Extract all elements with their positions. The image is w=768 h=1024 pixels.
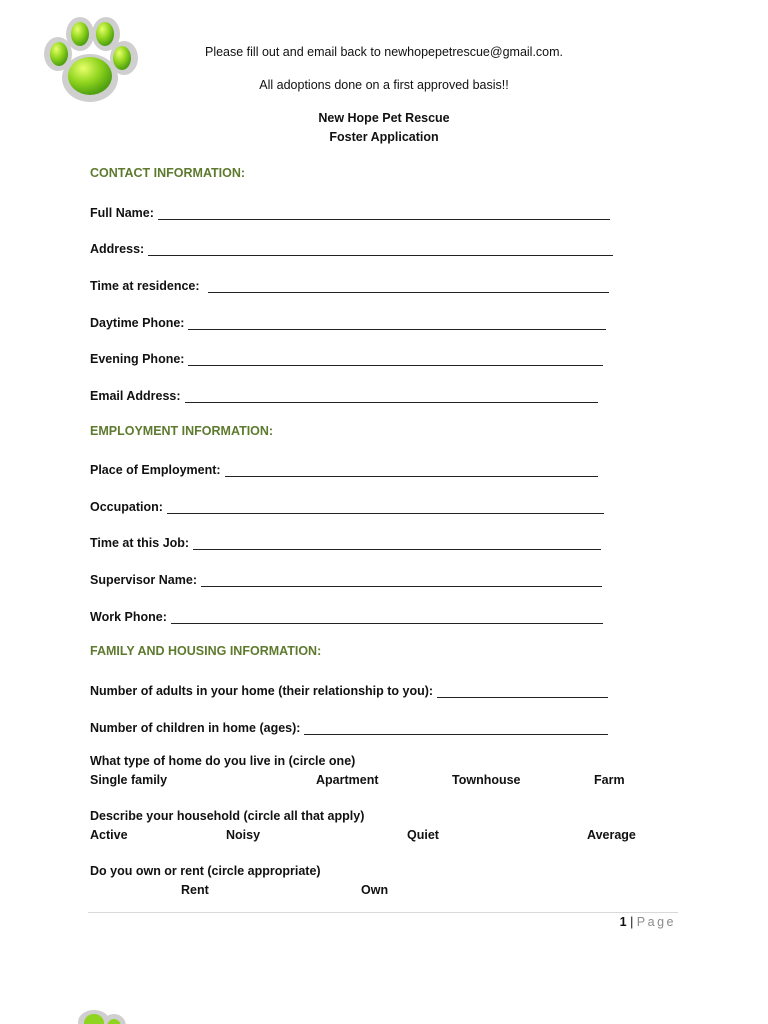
footer-divider bbox=[88, 912, 678, 913]
time-at-job-label: Time at this Job: bbox=[90, 536, 190, 550]
household-option-quiet[interactable]: Quiet bbox=[407, 828, 439, 842]
evening-phone-label: Evening Phone: bbox=[90, 352, 185, 366]
place-of-employment-line[interactable] bbox=[225, 462, 598, 477]
time-at-residence-line[interactable] bbox=[208, 278, 609, 293]
ownership-option-rent[interactable]: Rent bbox=[181, 883, 209, 897]
home-type-option-townhouse[interactable]: Townhouse bbox=[452, 773, 521, 787]
home-type-question: What type of home do you live in (circle one) bbox=[90, 754, 356, 768]
address-line[interactable] bbox=[148, 241, 613, 256]
supervisor-name-field[interactable] bbox=[90, 569, 602, 587]
household-option-noisy[interactable]: Noisy bbox=[226, 828, 261, 842]
work-phone-line[interactable] bbox=[171, 609, 603, 624]
notice-text: All adoptions done on a first approved basis!! bbox=[259, 78, 509, 92]
daytime-phone-line[interactable] bbox=[188, 315, 606, 330]
occupation-label: Occupation: bbox=[90, 500, 163, 514]
page-label: Page bbox=[636, 915, 676, 929]
daytime-phone-label: Daytime Phone: bbox=[90, 316, 185, 330]
household-option-active[interactable]: Active bbox=[90, 828, 128, 842]
occupation-field[interactable] bbox=[90, 496, 604, 514]
time-at-job-line[interactable] bbox=[193, 535, 601, 550]
work-phone-label: Work Phone: bbox=[90, 610, 167, 624]
org-name: New Hope Pet Rescue bbox=[318, 111, 450, 125]
email-line[interactable] bbox=[185, 388, 598, 403]
supervisor-name-label: Supervisor Name: bbox=[90, 573, 197, 587]
page-footer bbox=[620, 915, 676, 929]
instruction-text: Please fill out and email back to newhopepetrescue@gmail.com. bbox=[204, 45, 564, 59]
ownership-question: Do you own or rent (circle appropriate) bbox=[90, 864, 321, 878]
section-family-heading: FAMILY AND HOUSING INFORMATION: bbox=[90, 644, 322, 658]
household-option-average[interactable]: Average bbox=[587, 828, 636, 842]
full-name-line[interactable] bbox=[158, 205, 610, 220]
occupation-line[interactable] bbox=[167, 499, 604, 514]
address-field[interactable] bbox=[90, 238, 613, 256]
section-contact-heading: CONTACT INFORMATION: bbox=[90, 166, 246, 180]
home-type-option-apartment[interactable]: Apartment bbox=[316, 773, 379, 787]
adults-field[interactable] bbox=[90, 680, 608, 698]
form-title: Foster Application bbox=[329, 130, 439, 144]
household-question: Describe your household (circle all that apply) bbox=[90, 809, 365, 823]
supervisor-name-line[interactable] bbox=[201, 572, 602, 587]
full-name-field[interactable] bbox=[90, 202, 610, 220]
email-label: Email Address: bbox=[90, 389, 181, 403]
work-phone-field[interactable] bbox=[90, 606, 603, 624]
section-employment-heading: EMPLOYMENT INFORMATION: bbox=[90, 424, 274, 438]
children-label: Number of children in home (ages): bbox=[90, 721, 301, 735]
children-line[interactable] bbox=[304, 720, 608, 735]
place-of-employment-field[interactable] bbox=[90, 459, 598, 477]
full-name-label: Full Name: bbox=[90, 206, 154, 220]
daytime-phone-field[interactable] bbox=[90, 312, 606, 330]
adults-line[interactable] bbox=[437, 683, 608, 698]
address-label: Address: bbox=[90, 242, 145, 256]
next-page-paw-icon bbox=[64, 1004, 134, 1024]
evening-phone-line[interactable] bbox=[188, 351, 603, 366]
adults-label: Number of adults in your home (their relationship to you): bbox=[90, 684, 434, 698]
ownership-option-own[interactable]: Own bbox=[361, 883, 389, 897]
page-number: 1 bbox=[619, 915, 627, 929]
place-of-employment-label: Place of Employment: bbox=[90, 463, 221, 477]
time-at-residence-label: Time at residence: bbox=[90, 279, 200, 293]
page-separator: | bbox=[630, 915, 634, 929]
evening-phone-field[interactable] bbox=[90, 348, 603, 366]
time-at-job-field[interactable] bbox=[90, 532, 601, 550]
children-field[interactable] bbox=[90, 717, 608, 735]
home-type-option-farm[interactable]: Farm bbox=[594, 773, 625, 787]
time-at-residence-field[interactable] bbox=[90, 275, 609, 293]
email-field[interactable] bbox=[90, 385, 598, 403]
home-type-option-single-family[interactable]: Single family bbox=[90, 773, 168, 787]
